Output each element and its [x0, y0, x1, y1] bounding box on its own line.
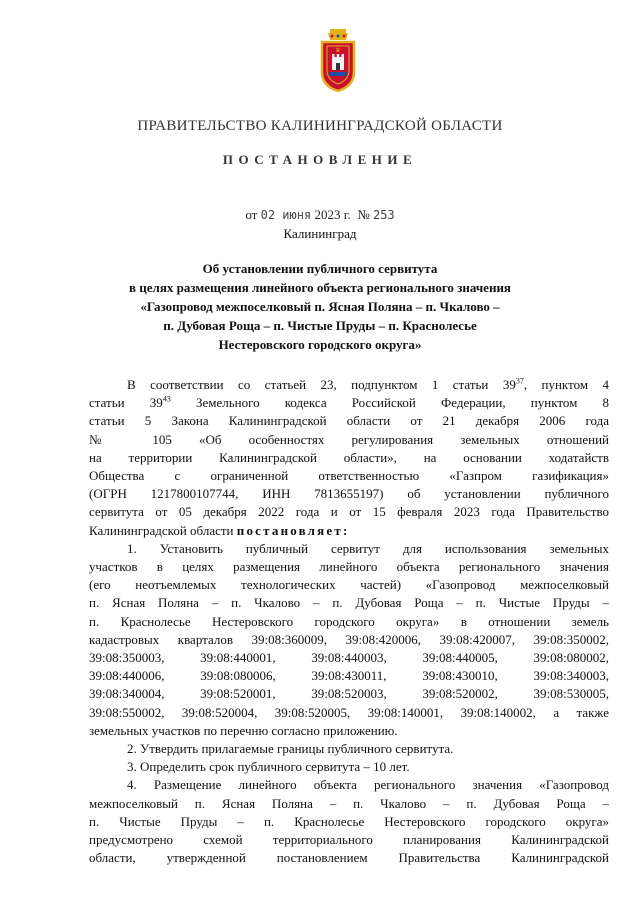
item2: 2. Утвердить прилагаемые границы публичного сервитута. [127, 741, 454, 757]
date-number-line [0, 207, 640, 223]
preamble-line: статьи $39^{43}$ Земельного кодекса Российской Федерации, пунктом 8 [89, 394, 609, 411]
item1-line: п. Ясная Поляна – п. Чкалово – п. Дубовая Роща – п. Чистые Пруды – [89, 595, 609, 611]
item1-line: (его неотъемлемых технологических частей) «Газопровод межпоселковый [89, 577, 609, 593]
item4-line: межпоселковый п. Ясная Поляна – п. Чкалово – п. Дубовая Роща – [89, 795, 609, 811]
svg-text:♛: ♛ [335, 47, 341, 54]
item1-line: 39:08:440006, 39:08:080006, 39:08:430011, 39:08:430010, 39:08:340003, [89, 668, 609, 684]
item1-line: 1. Установить публичный сервитут для использования земельных [127, 540, 609, 556]
item1-line: 39:08:350003, 39:08:440001, 39:08:440003, 39:08:440005, 39:08:080002, [89, 650, 609, 666]
decree-body [89, 376, 609, 867]
title-line: в целях размещения линейного объекта регионального значения [129, 280, 511, 295]
item3: 3. Определить срок публичного сервитута – 10 лет. [127, 759, 410, 775]
coat-of-arms-icon [318, 28, 358, 92]
item1-line: п. Краснолесье Нестеровского городского округа» в отношении земель [89, 613, 609, 629]
item1-line: 39:08:550002, 39:08:520004, 39:08:520005, 39:08:140001, 39:08:140002, а также [89, 704, 609, 720]
title-line: Нестеровского городского округа» [218, 337, 422, 352]
date-value: 02 июня [260, 208, 312, 222]
preamble-line: Калининградской области постановляет: [89, 522, 350, 538]
item4-line: 4. Размещение линейного объекта регионального значения «Газопровод [127, 777, 609, 793]
date-year: 2023 г. [314, 207, 351, 222]
item1-line: земельных участков по перечню согласно приложению. [89, 722, 398, 738]
item1-line: 39:08:340004, 39:08:520001, 39:08:520003, 39:08:520002, 39:08:530005, [89, 686, 609, 702]
preamble-line: на территории Калининградской области», на основании ходатайств [89, 449, 609, 465]
title-line: Об установлении публичного сервитута [202, 261, 438, 276]
item4-line: области, утвержденной постановлением Правительства Калининградской [89, 850, 609, 866]
preamble-line: № 105 «Об особенностях регулирования земельных отношений [89, 431, 609, 447]
preamble-line: В соответствии со статьей 23, подпунктом 1 статьи $39^{37}$, пунктом 4 [127, 376, 609, 392]
title-line: п. Дубовая Роща – п. Чистые Пруды – п. Краснолесье [163, 318, 477, 333]
item1-line: кадастровых кварталов 39:08:360009, 39:08:420006, 39:08:420007, 39:08:350002, [89, 631, 609, 647]
preamble-line: Общества с ограниченной ответственностью «Газпром газификация» [89, 468, 609, 484]
item4-line: п. Чистые Пруды – п. Краснолесье Нестеровского городского округа» [89, 813, 609, 829]
date-prefix: от [245, 207, 258, 222]
preamble-line: сервитута от 05 декабря 2022 года и от 15 февраля 2023 года Правительство [89, 504, 609, 520]
decides-word: постановляет: [236, 522, 350, 538]
item1-line: участков в целях размещения линейного объекта регионального значения [89, 559, 609, 575]
government-name: ПРАВИТЕЛЬСТВО КАЛИНИНГРАДСКОЙ ОБЛАСТИ [137, 118, 503, 134]
number-prefix: № [357, 207, 370, 222]
item4-line: предусмотрено схемой территориального планирования Калининградской [89, 832, 609, 848]
number-value: 253 [372, 208, 395, 222]
title-line: «Газопровод межпоселковый п. Ясная Поляна – п. Чкалово – [140, 299, 500, 314]
preamble-line: (ОГРН 1217800107744, ИНН 7813655197) об установлении публичного [89, 486, 609, 502]
preamble-line: статьи 5 Закона Калининградской области от 21 декабря 2006 года [89, 413, 609, 429]
decree-title [60, 259, 580, 354]
document-type: ПОСТАНОВЛЕНИЕ [222, 152, 418, 167]
city: Калининград [283, 226, 357, 241]
